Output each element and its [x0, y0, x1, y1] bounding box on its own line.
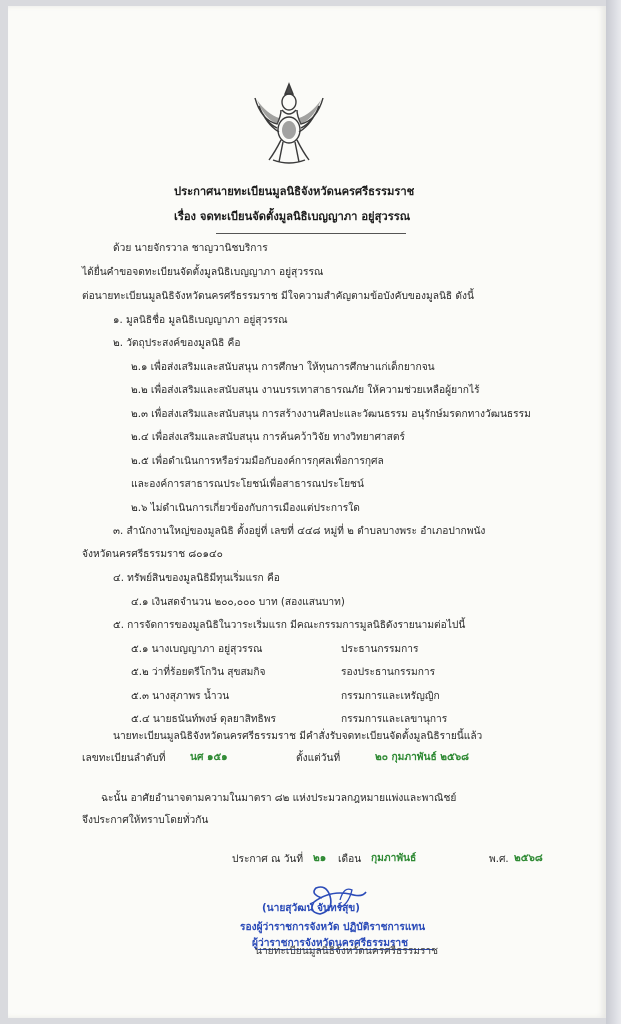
scan-edge	[606, 0, 621, 1024]
purpose-item: และองค์การสาธารณประโยชน์เพื่อสาธารณประโยชน์	[131, 479, 364, 490]
committee-member-name: ๕.๓ นางสุภาพร น้ำวน	[131, 691, 230, 702]
purpose-item: ๒.๒ เพื่อส่งเสริมและสนับสนุน งานบรรเทาสาธารณภัย ให้ความช่วยเหลือผู้ยากไร้	[131, 385, 480, 396]
intro-line-2: ได้ยื่นคำขอจดทะเบียนจัดตั้งมูลนิธิเบญญาภา อยู่สุวรรณ	[82, 267, 324, 278]
closing-line-2: จึงประกาศให้ทราบโดยทั่วกัน	[82, 815, 209, 826]
signatory-name: (นายสุวัฒน์ จันทร์สุข)	[262, 903, 360, 914]
committee-member-name: ๕.๑ นางเบญญาภา อยู่สุวรรณ	[131, 644, 263, 655]
announce-label: ประกาศ ณ วันที่	[232, 854, 304, 865]
document-subject: เรื่อง จดทะเบียนจัดตั้งมูลนิธิเบญญาภา อยู่สุวรรณ	[174, 210, 411, 223]
announce-day: ๒๑	[313, 853, 327, 864]
registration-number-value: นศ ๑๕๑	[190, 752, 228, 763]
announce-month: กุมภาพันธ์	[371, 853, 417, 864]
closing-line-1: ฉะนั้น อาศัยอำนาจตามความในมาตรา ๘๒ แห่งประมวลกฎหมายแพ่งและพาณิชย์	[101, 793, 457, 804]
announce-year-label: พ.ศ.	[489, 854, 509, 865]
registration-number-label: เลขทะเบียนลำดับที่	[82, 753, 166, 764]
item-assets: ๔.๑ เงินสดจำนวน ๒๐๐,๐๐๐ บาท (สองแสนบาท)	[131, 597, 345, 608]
announce-month-label: เดือน	[338, 854, 362, 865]
garuda-emblem-icon	[251, 80, 327, 166]
registration-since-label: ตั้งแต่วันที่	[296, 753, 341, 764]
title-divider	[216, 233, 406, 234]
purpose-item: ๒.๓ เพื่อส่งเสริมและสนับสนุน การสร้างงานศิลปะและวัฒนธรรม อนุรักษ์มรดกทางวัฒนธรรม	[131, 409, 531, 420]
signatory-position-2: ผู้ว่าราชการจังหวัดนครศรีธรรมราช	[252, 938, 409, 949]
registration-since-value: ๒๐ กุมภาพันธ์ ๒๕๖๘	[375, 752, 469, 763]
committee-member-name: ๕.๔ นายธนันท์พงษ์ ดุลยาสิทธิพร	[131, 714, 276, 725]
item-office-line-2: จังหวัดนครศรีธรรมราช ๘๐๑๔๐	[82, 549, 223, 560]
announce-year: ๒๕๖๘	[514, 853, 543, 864]
intro-line-3: ต่อนายทะเบียนมูลนิธิจังหวัดนครศรีธรรมราช มีใจความสำคัญตามข้อบังคับของมูลนิธิ ดังนี้	[82, 291, 474, 302]
intro-line-1: ด้วย นายจักรวาล ชาญวานิชบริการ	[113, 243, 268, 254]
item-purpose-heading: ๒. วัตถุประสงค์ของมูลนิธิ คือ	[113, 338, 241, 349]
item-assets-heading: ๔. ทรัพย์สินของมูลนิธิมีทุนเริ่มแรก คือ	[113, 573, 280, 584]
purpose-item: ๒.๖ ไม่ดำเนินการเกี่ยวข้องกับการเมืองแต่ประการใด	[131, 503, 360, 514]
committee-member-name: ๕.๒ ว่าที่ร้อยตรีโกวิน สุขสมกิจ	[131, 667, 266, 678]
committee-member-role: กรรมการและเหรัญญิก	[341, 691, 440, 702]
item-office-line-1: ๓. สำนักงานใหญ่ของมูลนิธิ ตั้งอยู่ที่ เลขที่ ๔๔๘ หมู่ที่ ๒ ตำบลบางพระ อำเภอปากพนัง	[113, 526, 486, 537]
signatory-position-3: นายทะเบียนมูลนิธิจังหวัดนครศรีธรรมราช	[255, 946, 439, 957]
purpose-item: ๒.๔ เพื่อส่งเสริมและสนับสนุน การค้นคว้าวิจัย ทางวิทยาศาสตร์	[131, 432, 405, 443]
registration-statement: นายทะเบียนมูลนิธิจังหวัดนครศรีธรรมราช มีคำสั่งรับจดทะเบียนจัดตั้งมูลนิธิรายนี้แล้ว	[113, 731, 483, 742]
document-title: ประกาศนายทะเบียนมูลนิธิจังหวัดนครศรีธรรมราช	[174, 185, 415, 198]
purpose-item: ๒.๑ เพื่อส่งเสริมและสนับสนุน การศึกษา ให้ทุนการศึกษาแก่เด็กยากจน	[131, 362, 435, 373]
purpose-item: ๒.๕ เพื่อดำเนินการหรือร่วมมือกับองค์การกุศลเพื่อการกุศล	[131, 456, 384, 467]
committee-member-role: กรรมการและเลขานุการ	[341, 714, 448, 725]
committee-member-role: รองประธานกรรมการ	[341, 667, 436, 678]
item-committee-heading: ๕. การจัดการของมูลนิธิในวาระเริ่มแรก มีคณะกรรมการมูลนิธิดังรายนามต่อไปนี้	[113, 620, 466, 631]
signatory-position-1: รองผู้ว่าราชการจังหวัด ปฏิบัติราชการแทน	[240, 922, 426, 933]
item-foundation-name: ๑. มูลนิธิชื่อ มูลนิธิเบญญาภา อยู่สุวรรณ	[113, 315, 288, 326]
committee-member-role: ประธานกรรมการ	[341, 644, 419, 655]
